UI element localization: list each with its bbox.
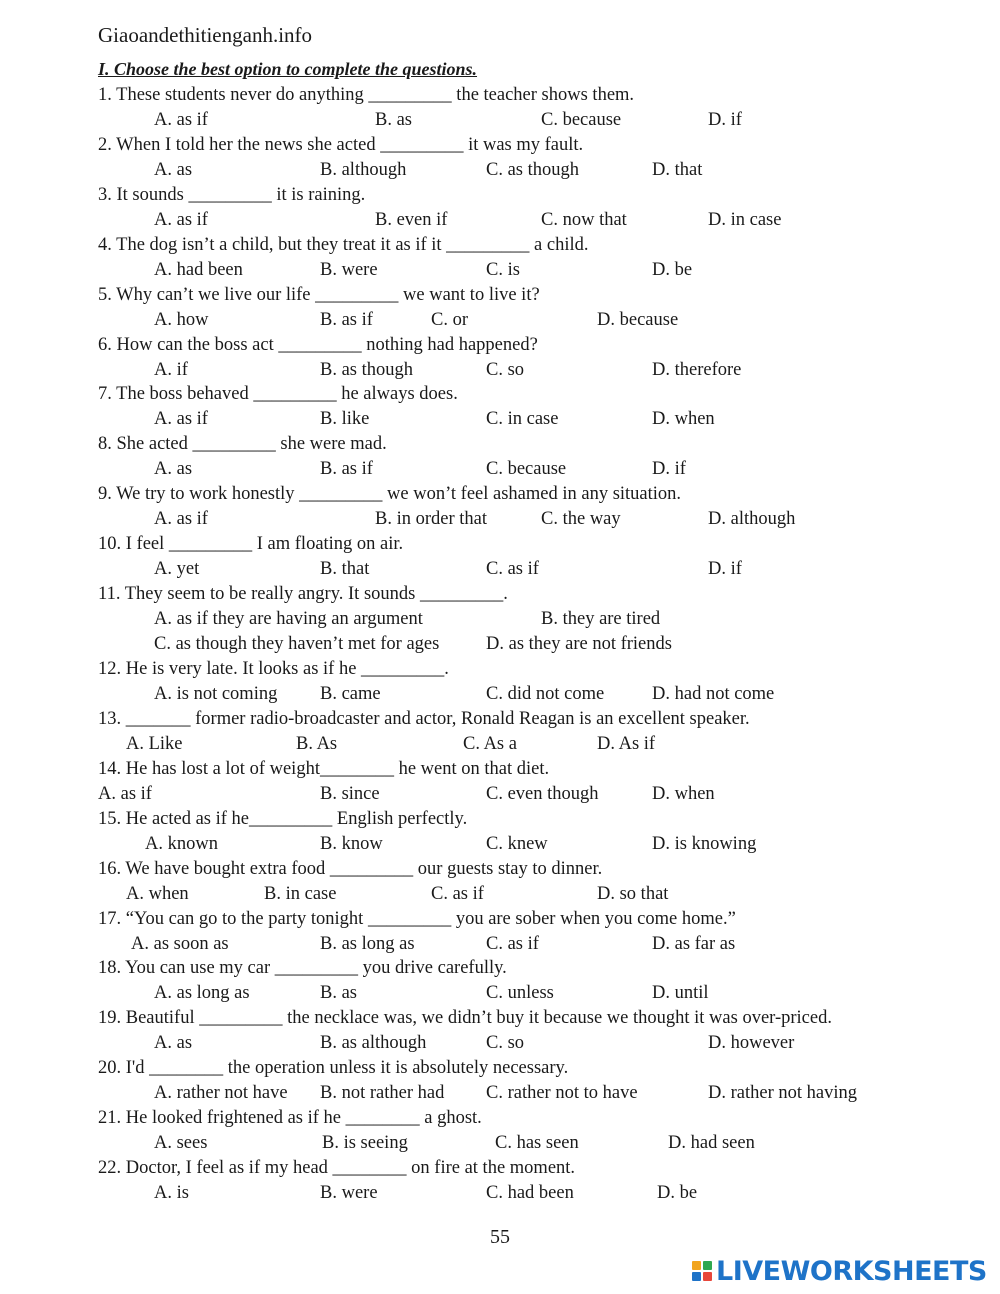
- question-stem: 4. The dog isn’t a child, but they treat it as if it _________ a child.: [98, 234, 589, 255]
- answer-option[interactable]: C. the way: [541, 509, 621, 530]
- answer-option[interactable]: B. As: [296, 733, 338, 754]
- question-stem: 9. We try to work honestly _________ we won’t feel ashamed in any situation.: [98, 484, 682, 505]
- answer-option[interactable]: C. as if: [486, 933, 539, 954]
- answer-option[interactable]: B. that: [320, 559, 370, 580]
- question-stem: 21. He looked frightened as if he ________ a ghost.: [98, 1108, 482, 1129]
- answer-option[interactable]: A. as: [154, 159, 193, 180]
- question-stem: 1. These students never do anything _________ the teacher shows them.: [98, 85, 635, 105]
- answer-option[interactable]: A. is not coming: [154, 684, 278, 704]
- answer-option[interactable]: D. had not come: [652, 684, 775, 704]
- logo-square: [692, 1272, 701, 1281]
- site-name: Giaoandethitienganh.info: [98, 23, 313, 47]
- answer-option[interactable]: D. as they are not friends: [486, 634, 672, 654]
- answer-option[interactable]: D. until: [652, 983, 709, 1004]
- answer-option[interactable]: D. therefore: [652, 359, 742, 380]
- answer-option[interactable]: D. when: [652, 409, 715, 430]
- question-stem: 19. Beautiful _________ the necklace was, we didn’t buy it because we thought it was over-priced.: [98, 1008, 832, 1029]
- section-heading: I. Choose the best option to complete the questions.: [98, 59, 478, 79]
- answer-option[interactable]: B. since: [320, 783, 380, 804]
- answer-option[interactable]: A. as long as: [154, 983, 250, 1004]
- answer-option[interactable]: A. as if: [154, 209, 208, 230]
- answer-option[interactable]: D. if: [708, 559, 742, 580]
- question-stem: 15. He acted as if he_________ English perfectly.: [98, 808, 468, 829]
- answer-option[interactable]: D. so that: [597, 883, 669, 904]
- answer-option[interactable]: C. because: [541, 110, 622, 130]
- answer-option[interactable]: A. sees: [154, 1133, 208, 1154]
- question-stem: 18. You can use my car _________ you drive carefully.: [98, 958, 507, 979]
- answer-option[interactable]: C. as if: [431, 883, 484, 904]
- answer-option[interactable]: B. as if: [320, 309, 373, 330]
- question-stem: 14. He has lost a lot of weight________ he went on that diet.: [98, 758, 550, 779]
- answer-option[interactable]: B. as long as: [320, 933, 415, 954]
- answer-option[interactable]: C. even though: [486, 783, 599, 804]
- answer-option[interactable]: D. however: [708, 1033, 795, 1054]
- answer-option[interactable]: A. as: [154, 459, 193, 480]
- answer-option[interactable]: C. has seen: [495, 1133, 579, 1154]
- answer-option[interactable]: D. if: [708, 110, 742, 130]
- question-stem: 8. She acted _________ she were mad.: [98, 434, 387, 455]
- answer-option[interactable]: B. even if: [375, 209, 448, 230]
- answer-option[interactable]: D. because: [597, 309, 679, 330]
- answer-option[interactable]: B. in case: [264, 883, 337, 904]
- question-stem: 10. I feel _________ I am floating on air.: [98, 534, 404, 555]
- answer-option[interactable]: A. as if they are having an argument: [154, 609, 423, 629]
- answer-option[interactable]: A. as if: [154, 110, 208, 130]
- logo-square: [703, 1261, 712, 1270]
- answer-option[interactable]: B. as: [320, 983, 357, 1004]
- answer-option[interactable]: A. had been: [154, 259, 243, 280]
- answer-option[interactable]: B. as if: [320, 459, 373, 480]
- answer-option[interactable]: B. although: [320, 159, 407, 180]
- answer-option[interactable]: C. so: [486, 1033, 525, 1054]
- answer-option[interactable]: B. came: [320, 684, 381, 704]
- answer-option[interactable]: C. as though they haven’t met for ages: [154, 634, 440, 654]
- answer-option[interactable]: B. not rather had: [320, 1083, 445, 1104]
- question-stem: 13. _______ former radio-broadcaster and actor, Ronald Reagan is an excellent speaker.: [98, 708, 750, 729]
- answer-option[interactable]: D. be: [657, 1183, 698, 1203]
- answer-option[interactable]: A. how: [154, 309, 209, 330]
- answer-option[interactable]: D. although: [708, 509, 796, 530]
- answer-option[interactable]: C. as though: [486, 159, 580, 180]
- answer-option[interactable]: C. now that: [541, 209, 627, 230]
- answer-option[interactable]: B. like: [320, 409, 370, 430]
- answer-option[interactable]: A. rather not have: [154, 1083, 288, 1104]
- answer-option[interactable]: D. if: [652, 459, 686, 480]
- answer-option[interactable]: A. yet: [154, 559, 200, 580]
- answer-option[interactable]: D. rather not having: [708, 1083, 857, 1104]
- brand-name: LIVEWORKSHEETS: [716, 1255, 987, 1287]
- answer-option[interactable]: B. were: [320, 259, 378, 280]
- liveworksheets-logo[interactable]: [692, 1256, 992, 1286]
- logo-square: [692, 1261, 701, 1270]
- answer-option[interactable]: D. had seen: [668, 1133, 755, 1154]
- answer-option[interactable]: D. in case: [708, 209, 782, 230]
- answer-option[interactable]: C. rather not to have: [486, 1083, 638, 1104]
- answer-option[interactable]: D. As if: [597, 733, 656, 754]
- answer-option[interactable]: C. because: [486, 459, 567, 480]
- answer-option[interactable]: C. did not come: [486, 684, 605, 704]
- question-stem: 22. Doctor, I feel as if my head ________ on fire at the moment.: [98, 1158, 576, 1178]
- logo-square: [703, 1272, 712, 1281]
- answer-option[interactable]: C. or: [431, 309, 468, 330]
- answer-option[interactable]: C. is: [486, 259, 520, 280]
- answer-option[interactable]: A. as if: [154, 409, 208, 430]
- answer-option[interactable]: B. as: [375, 110, 412, 130]
- answer-option[interactable]: B. in order that: [375, 509, 488, 530]
- answer-option[interactable]: C. As a: [463, 733, 517, 754]
- answer-option[interactable]: A. is: [154, 1183, 189, 1203]
- question-stem: 3. It sounds _________ it is raining.: [98, 184, 366, 205]
- answer-option[interactable]: D. that: [652, 159, 703, 180]
- answer-option[interactable]: C. in case: [486, 409, 559, 430]
- answer-option[interactable]: B. as although: [320, 1033, 427, 1054]
- answer-option[interactable]: C. had been: [486, 1183, 574, 1203]
- answer-option[interactable]: A. as if: [98, 783, 152, 804]
- question-stem: 17. “You can go to the party tonight _________ you are sober when you come home.”: [98, 908, 736, 929]
- answer-option[interactable]: C. knew: [486, 833, 548, 854]
- question-stem: 5. Why can’t we live our life _________ we want to live it?: [98, 284, 540, 305]
- answer-option[interactable]: B. know: [320, 833, 383, 854]
- question-stem: 11. They seem to be really angry. It sounds _________.: [98, 584, 508, 604]
- answer-option[interactable]: A. as soon as: [131, 933, 229, 954]
- answer-option[interactable]: B. is seeing: [322, 1133, 408, 1154]
- answer-option[interactable]: C. as if: [486, 559, 539, 580]
- answer-option[interactable]: A. if: [154, 359, 188, 380]
- answer-option[interactable]: C. so: [486, 359, 525, 380]
- page-number: 55: [490, 1226, 510, 1248]
- question-stem: 2. When I told her the news she acted _________ it was my fault.: [98, 134, 584, 155]
- liveworksheets-grid-icon: [692, 1261, 712, 1281]
- question-stem: 16. We have bought extra food _________ our guests stay to dinner.: [98, 858, 603, 879]
- answer-option[interactable]: B. were: [320, 1183, 378, 1203]
- answer-option[interactable]: D. as far as: [652, 933, 736, 954]
- answer-option[interactable]: A. when: [126, 883, 189, 904]
- answer-option[interactable]: D. is knowing: [652, 833, 757, 854]
- answer-option[interactable]: B. as though: [320, 359, 414, 380]
- answer-option[interactable]: A. as if: [154, 509, 208, 530]
- answer-option[interactable]: A. as: [154, 1033, 193, 1054]
- answer-option[interactable]: D. when: [652, 783, 715, 804]
- answer-option[interactable]: A. Like: [126, 733, 183, 754]
- answer-option[interactable]: C. unless: [486, 983, 554, 1004]
- answer-option[interactable]: B. they are tired: [541, 609, 661, 629]
- question-stem: 6. How can the boss act _________ nothing had happened?: [98, 334, 538, 355]
- question-stem: 20. I'd ________ the operation unless it is absolutely necessary.: [98, 1058, 569, 1079]
- question-stem: 7. The boss behaved _________ he always does.: [98, 384, 458, 405]
- answer-option[interactable]: D. be: [652, 259, 693, 280]
- question-stem: 12. He is very late. It looks as if he _________.: [98, 659, 449, 679]
- answer-option[interactable]: A. known: [145, 833, 218, 854]
